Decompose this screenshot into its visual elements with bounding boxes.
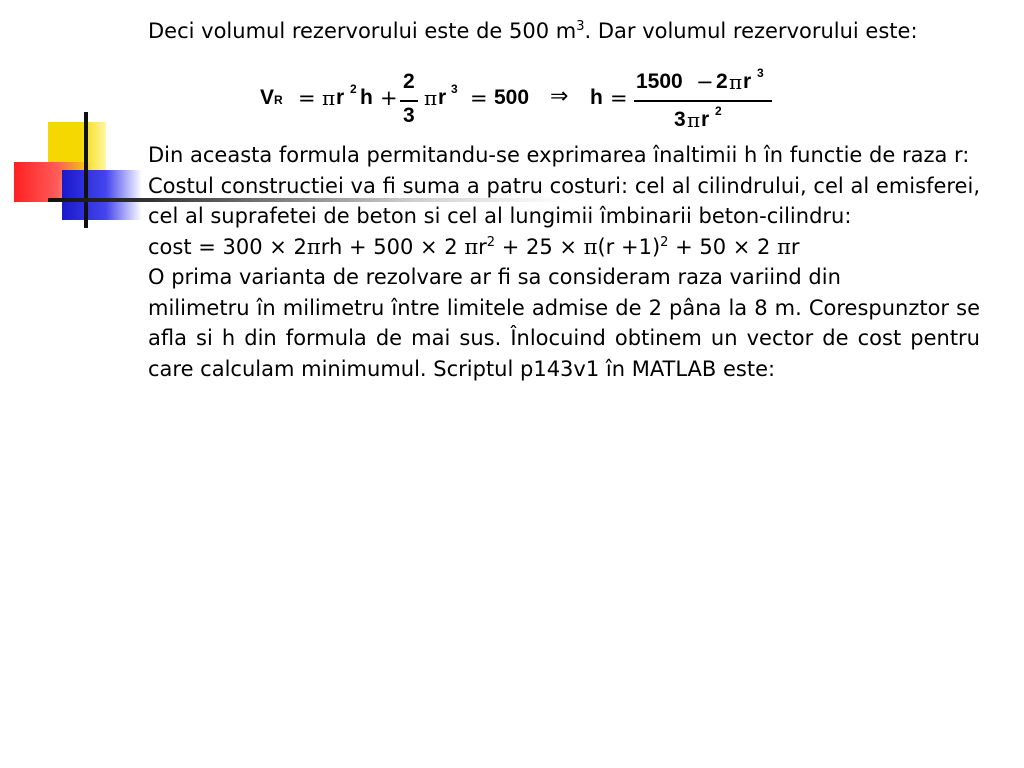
- eq-equals-2: =: [470, 86, 488, 110]
- fraction-bar: [400, 100, 418, 102]
- eq-num-1500: 1500: [636, 70, 683, 93]
- eq-pi: π: [322, 86, 336, 110]
- eq-num-r: r: [743, 70, 752, 93]
- intro-text: Deci volumul rezervorului este de 500 m: [148, 19, 577, 43]
- body-text: [148, 140, 980, 384]
- eq-num-exp3: 3: [757, 66, 764, 80]
- eq-den-3: 3: [674, 108, 686, 131]
- eq-r-2: r: [438, 86, 447, 109]
- eq-v: VR: [260, 86, 283, 109]
- intro-line: [148, 16, 918, 46]
- eq-den-pi: π: [687, 108, 701, 132]
- eq-500: 500: [494, 86, 530, 109]
- eq-plus: +: [380, 86, 398, 110]
- implies-icon: ⇒: [550, 84, 569, 109]
- eq-h: h: [360, 86, 373, 109]
- eq-equals: =: [298, 86, 316, 110]
- volume-equation: [260, 66, 780, 134]
- eq-r: r: [336, 86, 345, 109]
- paragraph-matlab-script: milimetru în milimetru între limitele admise de 2 pâna la 8 m. Corespunztor se afla si h din formula de mai sus. Înlocuind obtinem un vector de cost pentru care calculam minimumul. Scriptul p143v1 în MATLAB este:: [148, 295, 980, 381]
- eq-minus: −: [696, 70, 714, 94]
- paragraph-height-expression: Din aceasta formula permitandu-se exprimarea înaltimii h în functie de raza r:: [148, 143, 970, 167]
- eq-den-r: r: [701, 108, 710, 131]
- fraction-bar-2: [634, 100, 772, 102]
- eq-num-pi: π: [729, 70, 743, 94]
- eq-den-exp2: 2: [715, 104, 722, 118]
- cost-formula: cost = 300 × 2πrh + 500 × 2 $\pi r^2 + 25 \times \pi(r +1)^2 + 50 \times 2$ πr: [148, 234, 800, 259]
- eq-num-2: 2: [716, 70, 728, 93]
- eq-pi-2: π: [424, 86, 438, 110]
- eq-exp-2: 2: [350, 82, 357, 96]
- eq-frac-num: 2: [403, 70, 415, 93]
- eq-h-2: h: [590, 86, 603, 109]
- eq-equals-3: =: [610, 86, 628, 110]
- paragraph-first-variant: O prima varianta de rezolvare ar fi sa consideram raza variind din: [148, 265, 841, 289]
- blue-square: [62, 170, 142, 220]
- intro-suffix: . Dar volumul rezervorului este:: [584, 19, 918, 43]
- eq-exp-3: 3: [451, 82, 458, 96]
- exponent: 3: [576, 19, 585, 34]
- paragraph-cost-description: Costul constructiei va fi suma a patru costuri: cel al cilindrului, cel al emisferei, cel al suprafetei de beton si cel al lungimii îmbinarii beton-cilindru:: [148, 173, 980, 228]
- vertical-rule: [84, 112, 88, 228]
- eq-frac-den: 3: [403, 104, 415, 127]
